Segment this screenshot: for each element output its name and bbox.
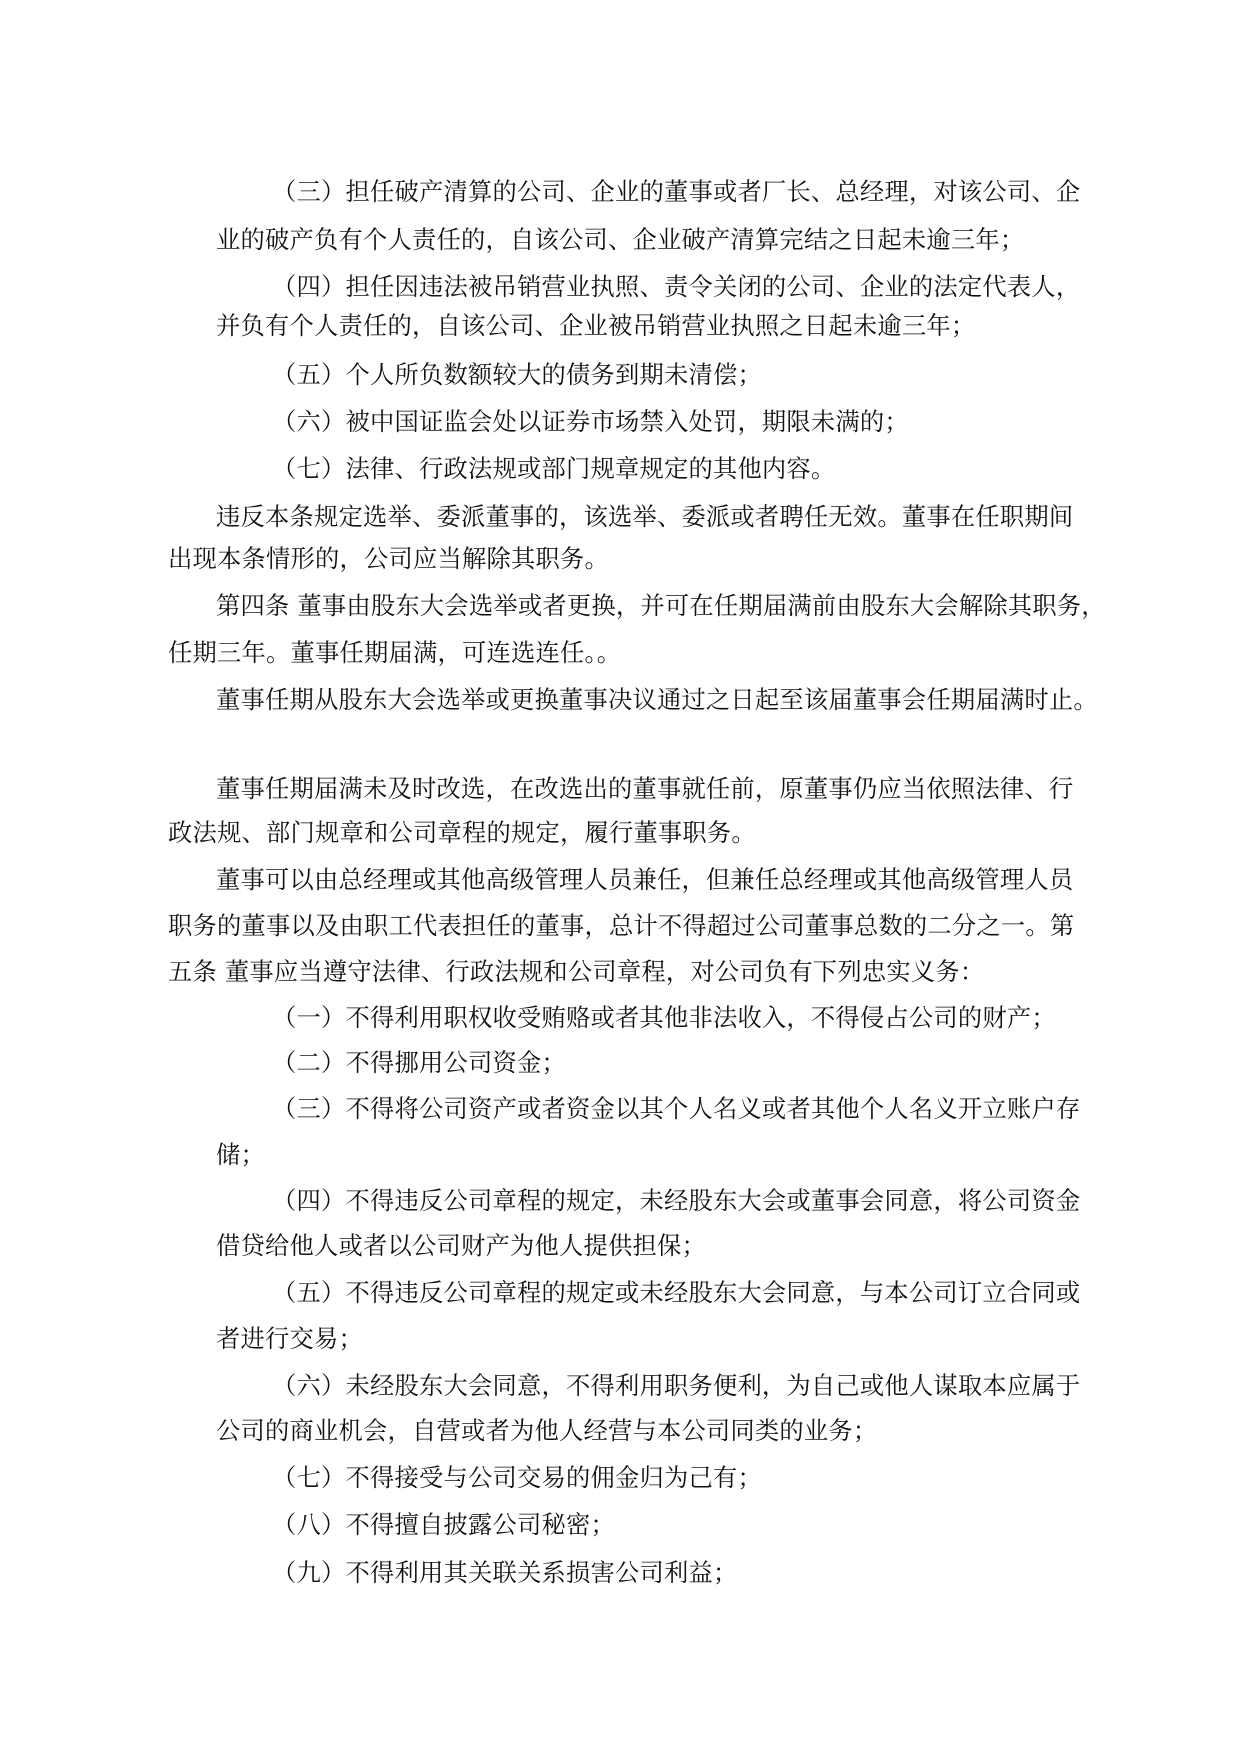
text-line: （七）不得接受与公司交易的佣金归为己有； <box>272 1463 762 1492</box>
text-line: （五）不得违反公司章程的规定或未经股东大会同意，与本公司订立合同或 <box>272 1278 1081 1307</box>
text-line: （二）不得挪用公司资金； <box>272 1048 566 1077</box>
text-line: （一）不得利用职权收受贿赂或者其他非法收入，不得侵占公司的财产； <box>272 1003 1056 1032</box>
text-line: （六）被中国证监会处以证券市场禁入处罚，期限未满的； <box>272 407 909 436</box>
text-line: 借贷给他人或者以公司财产为他人提供担保； <box>216 1231 706 1260</box>
text-line: （八）不得擅自披露公司秘密； <box>272 1510 615 1539</box>
text-line: 公司的商业机会，自营或者为他人经营与本公司同类的业务； <box>216 1416 878 1445</box>
text-line: （三）担任破产清算的公司、企业的董事或者厂长、总经理，对该公司、企 <box>272 177 1081 206</box>
text-line: 五条 董事应当遵守法律、行政法规和公司章程，对公司负有下列忠实义务： <box>168 957 985 986</box>
text-line: （四）担任因违法被吊销营业执照、责令关闭的公司、企业的法定代表人， <box>272 272 1081 301</box>
text-line: （五）个人所负数额较大的债务到期未清偿； <box>272 360 762 389</box>
text-line: 董事任期届满未及时改选，在改选出的董事就任前，原董事仍应当依照法律、行 <box>216 774 1074 803</box>
text-line: 董事任期从股东大会选举或更换董事决议通过之日起至该届董事会任期届满时止。 <box>216 685 1098 714</box>
text-line: 第四条 董事由股东大会选举或者更换，并可在任期届满前由股东大会解除其职务， <box>216 591 1106 620</box>
text-line: 者进行交易； <box>216 1324 363 1353</box>
text-line: （七）法律、行政法规或部门规章规定的其他内容。 <box>272 454 836 483</box>
text-line: 业的破产负有个人责任的，自该公司、企业破产清算完结之日起未逾三年； <box>216 225 1025 254</box>
text-line: 政法规、部门规章和公司章程的规定，履行董事职务。 <box>168 818 756 847</box>
text-line: （九）不得利用其关联关系损害公司利益； <box>272 1558 738 1587</box>
text-line: 违反本条规定选举、委派董事的，该选举、委派或者聘任无效。董事在任职期间 <box>216 502 1074 531</box>
text-line: 职务的董事以及由职工代表担任的董事，总计不得超过公司董事总数的二分之一。第 <box>168 911 1075 940</box>
text-line: （六）未经股东大会同意，不得利用职务便利，为自己或他人谋取本应属于 <box>272 1371 1081 1400</box>
text-line: 任期三年。董事任期届满，可连选连任。。 <box>168 638 622 667</box>
text-line: 储； <box>216 1140 265 1169</box>
text-line: 董事可以由总经理或其他高级管理人员兼任，但兼任总经理或其他高级管理人员 <box>216 865 1074 894</box>
text-line: （四）不得违反公司章程的规定，未经股东大会或董事会同意，将公司资金 <box>272 1186 1081 1215</box>
text-line: 出现本条情形的，公司应当解除其职务。 <box>168 544 609 573</box>
text-line: （三）不得将公司资产或者资金以其个人名义或者其他个人名义开立账户存 <box>272 1094 1081 1123</box>
text-line: 并负有个人责任的，自该公司、企业被吊销营业执照之日起未逾三年； <box>216 311 976 340</box>
